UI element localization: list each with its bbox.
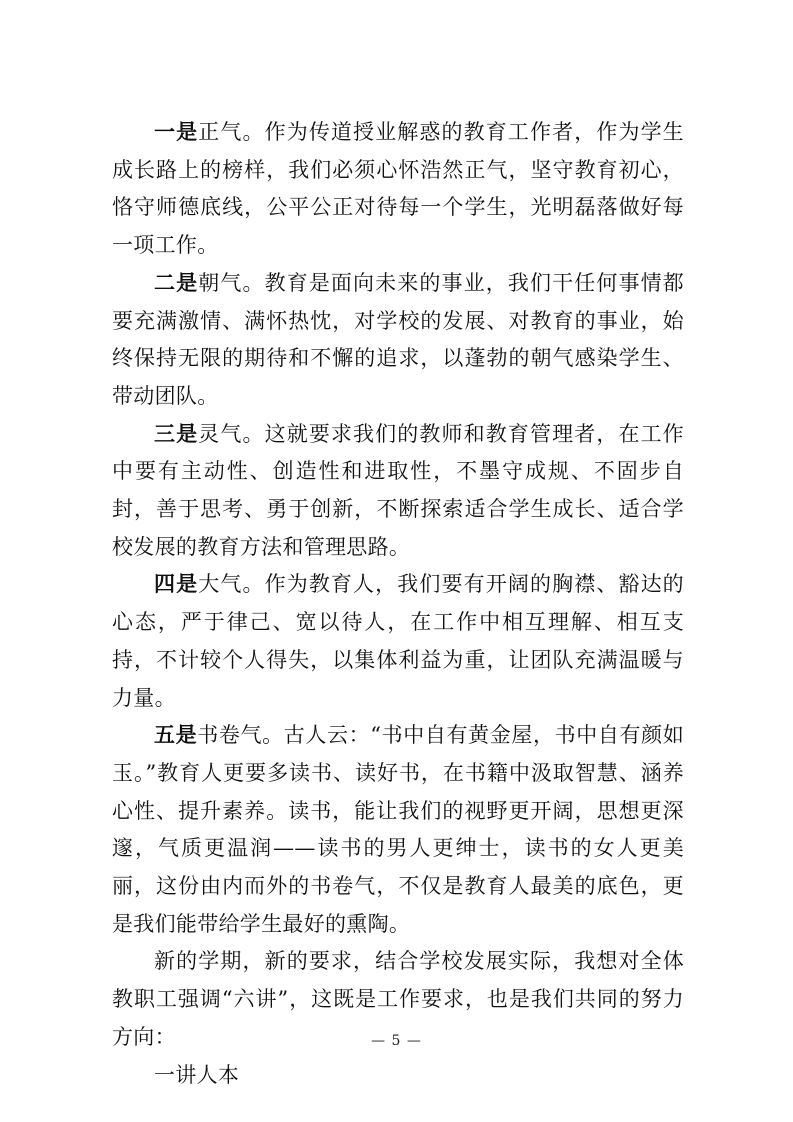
paragraph-text: 书卷气。古人云：“书中自有黄金屋，书中自有颜如玉。”教育人更要多读书、读好书，在书籍中汲取智慧、涵养心性、提升素养。读书，能让我们的视野更开阔，思想更深邃，气质更温润——读书的男人更绅士，读书的女人更美丽，这份由内而外的书卷气，不仅是教育人最美的底色，更是我们能带给学生最好的熏陶。 <box>112 723 684 936</box>
paragraph-lead: 一是 <box>154 120 199 144</box>
paragraph-daqi <box>112 566 684 717</box>
paragraph-lingqi <box>112 416 684 567</box>
paragraph-text: 一讲人本 <box>154 1062 240 1087</box>
page-number: — 5 — <box>371 1033 422 1049</box>
paragraph-lead: 五是 <box>154 723 198 748</box>
paragraph-text: 大气。作为教育人，我们要有开阔的胸襟、豁达的心态，严于律己、宽以待人，在工作中相互理解、相互支持，不计较个人得失，以集体利益为重，让团队充满温暖与力量。 <box>112 572 684 710</box>
paragraph-text: 朝气。教育是面向未来的事业，我们干任何事情都要充满激情、满怀热忱，对学校的发展、对教育的事业，始终保持无限的期待和不懈的追求，以蓬勃的朝气感染学生、带动团队。 <box>112 270 684 408</box>
body-text <box>112 114 684 1094</box>
paragraph-heading-renben <box>112 1057 684 1095</box>
paragraph-text: 正气。作为传道授业解惑的教育工作者，作为学生成长路上的榜样，我们必须心怀浩然正气，坚守教育初心，恪守师德底线，公平公正对待每一个学生，光明磊落做好每一项工作。 <box>112 120 684 258</box>
paragraph-lead: 三是 <box>154 421 199 446</box>
paragraph-text: 灵气。这就要求我们的教师和教育管理者，在工作中要有主动性、创造性和进取性，不墨守成规、不固步自封，善于思考、勇于创新，不断探索适合学生成长、适合学校发展的教育方法和管理思路。 <box>112 421 684 559</box>
paragraph-text: 新的学期，新的要求，结合学校发展实际，我想对全体教职工强调“六讲”，这既是工作要求，也是我们共同的努力方向： <box>112 949 684 1049</box>
paragraph-zhengqi <box>112 114 684 265</box>
paragraph-shujuanqi <box>112 717 684 943</box>
paragraph-lead: 四是 <box>154 572 199 597</box>
paragraph-zhaoqi <box>112 265 684 416</box>
paragraph-lead: 二是 <box>154 270 199 295</box>
